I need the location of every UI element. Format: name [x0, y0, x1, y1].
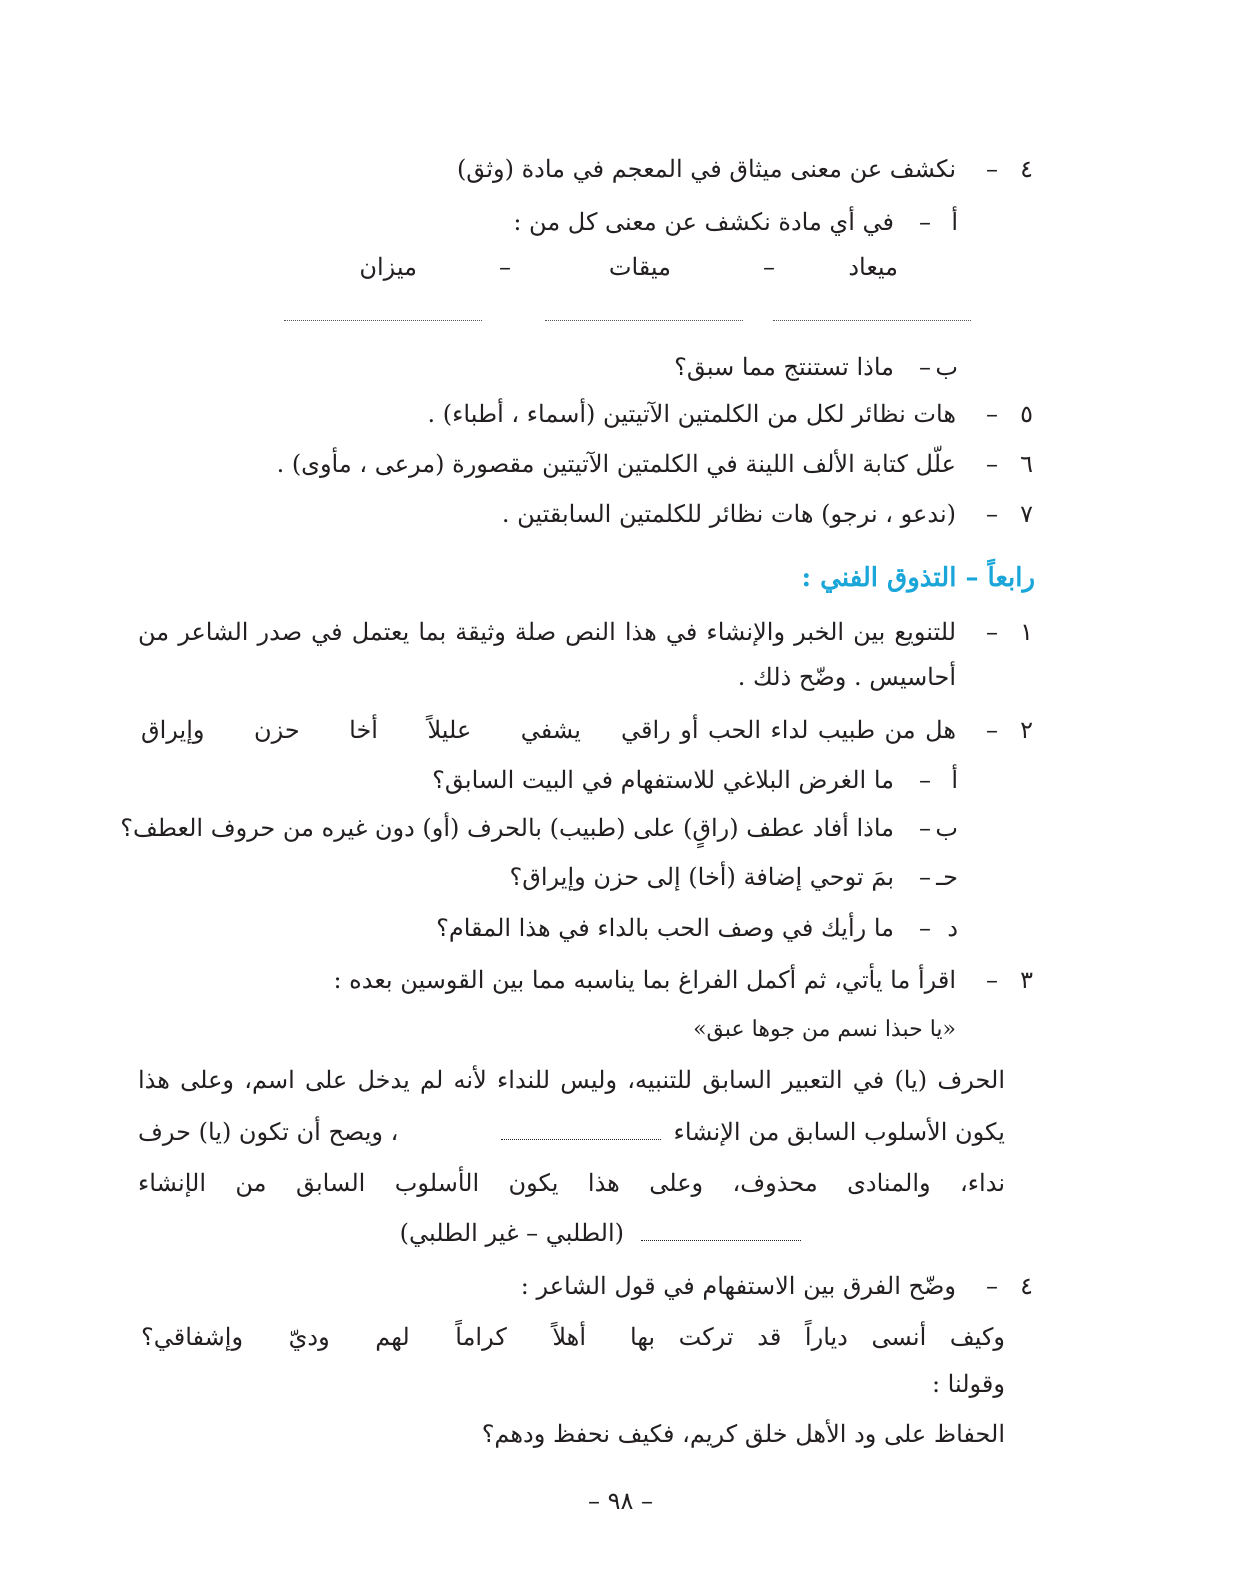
- page-number: – ٩٨ –: [587, 1487, 654, 1515]
- sub-letter: حـ: [936, 863, 958, 891]
- sub-letter: ب: [935, 353, 958, 381]
- word-miad: ميعاد: [848, 253, 898, 281]
- answer-blank-5[interactable]: [641, 1218, 801, 1241]
- question-text: وضّح الفرق بين الاستفهام في قول الشاعر :: [520, 1272, 956, 1300]
- answer-blank-2[interactable]: [545, 320, 743, 321]
- section-heading: رابعاً – التذوق الفني :: [801, 563, 1035, 593]
- paragraph-text: يكون الأسلوب السابق من الإنشاء: [673, 1118, 1005, 1146]
- question-text: علّل كتابة الألف اللينة في الكلمتين الآتيتين مقصورة (مرعى ، مأوى) .: [276, 450, 956, 478]
- question-text-line1: للتنويع بين الخبر والإنشاء في هذا النص صلة وثيقة بما يعتمل في صدر الشاعر من: [138, 618, 956, 646]
- paragraph-text: الحرف (يا) في التعبير السابق للتنبيه، وليس للنداء لأنه لم يدخل على اسم، وعلى هذا: [138, 1066, 1005, 1094]
- dash: –: [986, 400, 998, 428]
- question-number: ٣: [1020, 966, 1033, 994]
- paragraph-text: نداء، والمنادى محذوف، وعلى هذا يكون الأسلوب السابق من الإنشاء: [138, 1169, 1005, 1197]
- dash: –: [919, 766, 931, 794]
- sub-text: ماذا أفاد عطف (راقٍ) على (طبيب) بالحرف (أو) دون غيره من حروف العطف؟: [120, 814, 894, 842]
- dash: –: [986, 716, 998, 744]
- question-text: (ندعو ، نرجو) هات نظائر للكلمتين السابقتين .: [501, 500, 956, 528]
- verse-first-hemistich: وكيف أنسى دياراً قد تركت بها: [630, 1323, 1005, 1351]
- verse-second-hemistich: أهلاً كراماً لهم وديّ وإشفاقي؟: [141, 1323, 586, 1351]
- question-number: ٦: [1020, 450, 1033, 478]
- dash: –: [919, 814, 931, 842]
- sub-text: ما الغرض البلاغي للاستفهام في البيت السابق؟: [432, 766, 894, 794]
- dash: –: [919, 914, 931, 942]
- dash: –: [919, 208, 931, 236]
- options-hint: (الطلبي – غير الطلبي): [399, 1219, 624, 1247]
- dash: –: [986, 450, 998, 478]
- verse-second-hemistich: يشفي عليلاً أخا حزن وإيراق: [141, 716, 581, 744]
- question-text: اقرأ ما يأتي، ثم أكمل الفراغ بما يناسبه مما بين القوسين بعده :: [333, 966, 956, 994]
- sub-letter: أ: [951, 208, 958, 236]
- dash: –: [986, 618, 998, 646]
- word-miqat: ميقات: [608, 253, 671, 281]
- dash: –: [986, 1272, 998, 1300]
- sub-text: ماذا تستنتج مما سبق؟: [674, 353, 894, 381]
- answer-blank-4[interactable]: [501, 1117, 661, 1140]
- dash: –: [986, 966, 998, 994]
- question-number: ٧: [1020, 500, 1033, 528]
- question-number: ٢: [1020, 716, 1033, 744]
- dash: –: [986, 500, 998, 528]
- dash: –: [986, 155, 998, 183]
- saying-intro: وقولنا :: [931, 1370, 1005, 1398]
- word-separator: –: [763, 253, 775, 281]
- verse-first-hemistich: هل من طبيب لداء الحب أو راقي: [621, 716, 956, 744]
- word-separator: –: [499, 253, 511, 281]
- question-text: هات نظائر لكل من الكلمتين الآتيتين (أسماء ، أطباء) .: [427, 400, 956, 428]
- paragraph-text: ، ويصح أن تكون (يا) حرف: [138, 1118, 399, 1146]
- word-mizan: ميزان: [359, 253, 417, 281]
- sub-letter: أ: [951, 766, 958, 794]
- quote: «يا حبذا نسم من جوها عبق»: [693, 1017, 956, 1042]
- saying-text: الحفاظ على ود الأهل خلق كريم، فكيف نحفظ ودهم؟: [481, 1420, 1005, 1448]
- question-number: ١: [1020, 618, 1033, 646]
- answer-blank-1[interactable]: [773, 320, 971, 321]
- sub-letter: د: [947, 914, 958, 942]
- sub-text: بمَ توحي إضافة (أخا) إلى حزن وإيراق؟: [509, 863, 894, 891]
- question-number: ٥: [1020, 400, 1033, 428]
- question-number: ٤: [1020, 155, 1033, 183]
- question-text: نكشف عن معنى ميثاق في المعجم في مادة (وثق): [456, 155, 956, 183]
- question-text-line2: أحاسيس . وضّح ذلك .: [737, 663, 956, 691]
- question-number: ٤: [1020, 1272, 1033, 1300]
- dash: –: [919, 353, 931, 381]
- dash: –: [919, 863, 931, 891]
- sub-text: في أي مادة نكشف عن معنى كل من :: [513, 208, 894, 236]
- sub-text: ما رأيك في وصف الحب بالداء في هذا المقام؟: [436, 914, 894, 942]
- answer-blank-3[interactable]: [284, 320, 482, 321]
- sub-letter: ب: [935, 814, 958, 842]
